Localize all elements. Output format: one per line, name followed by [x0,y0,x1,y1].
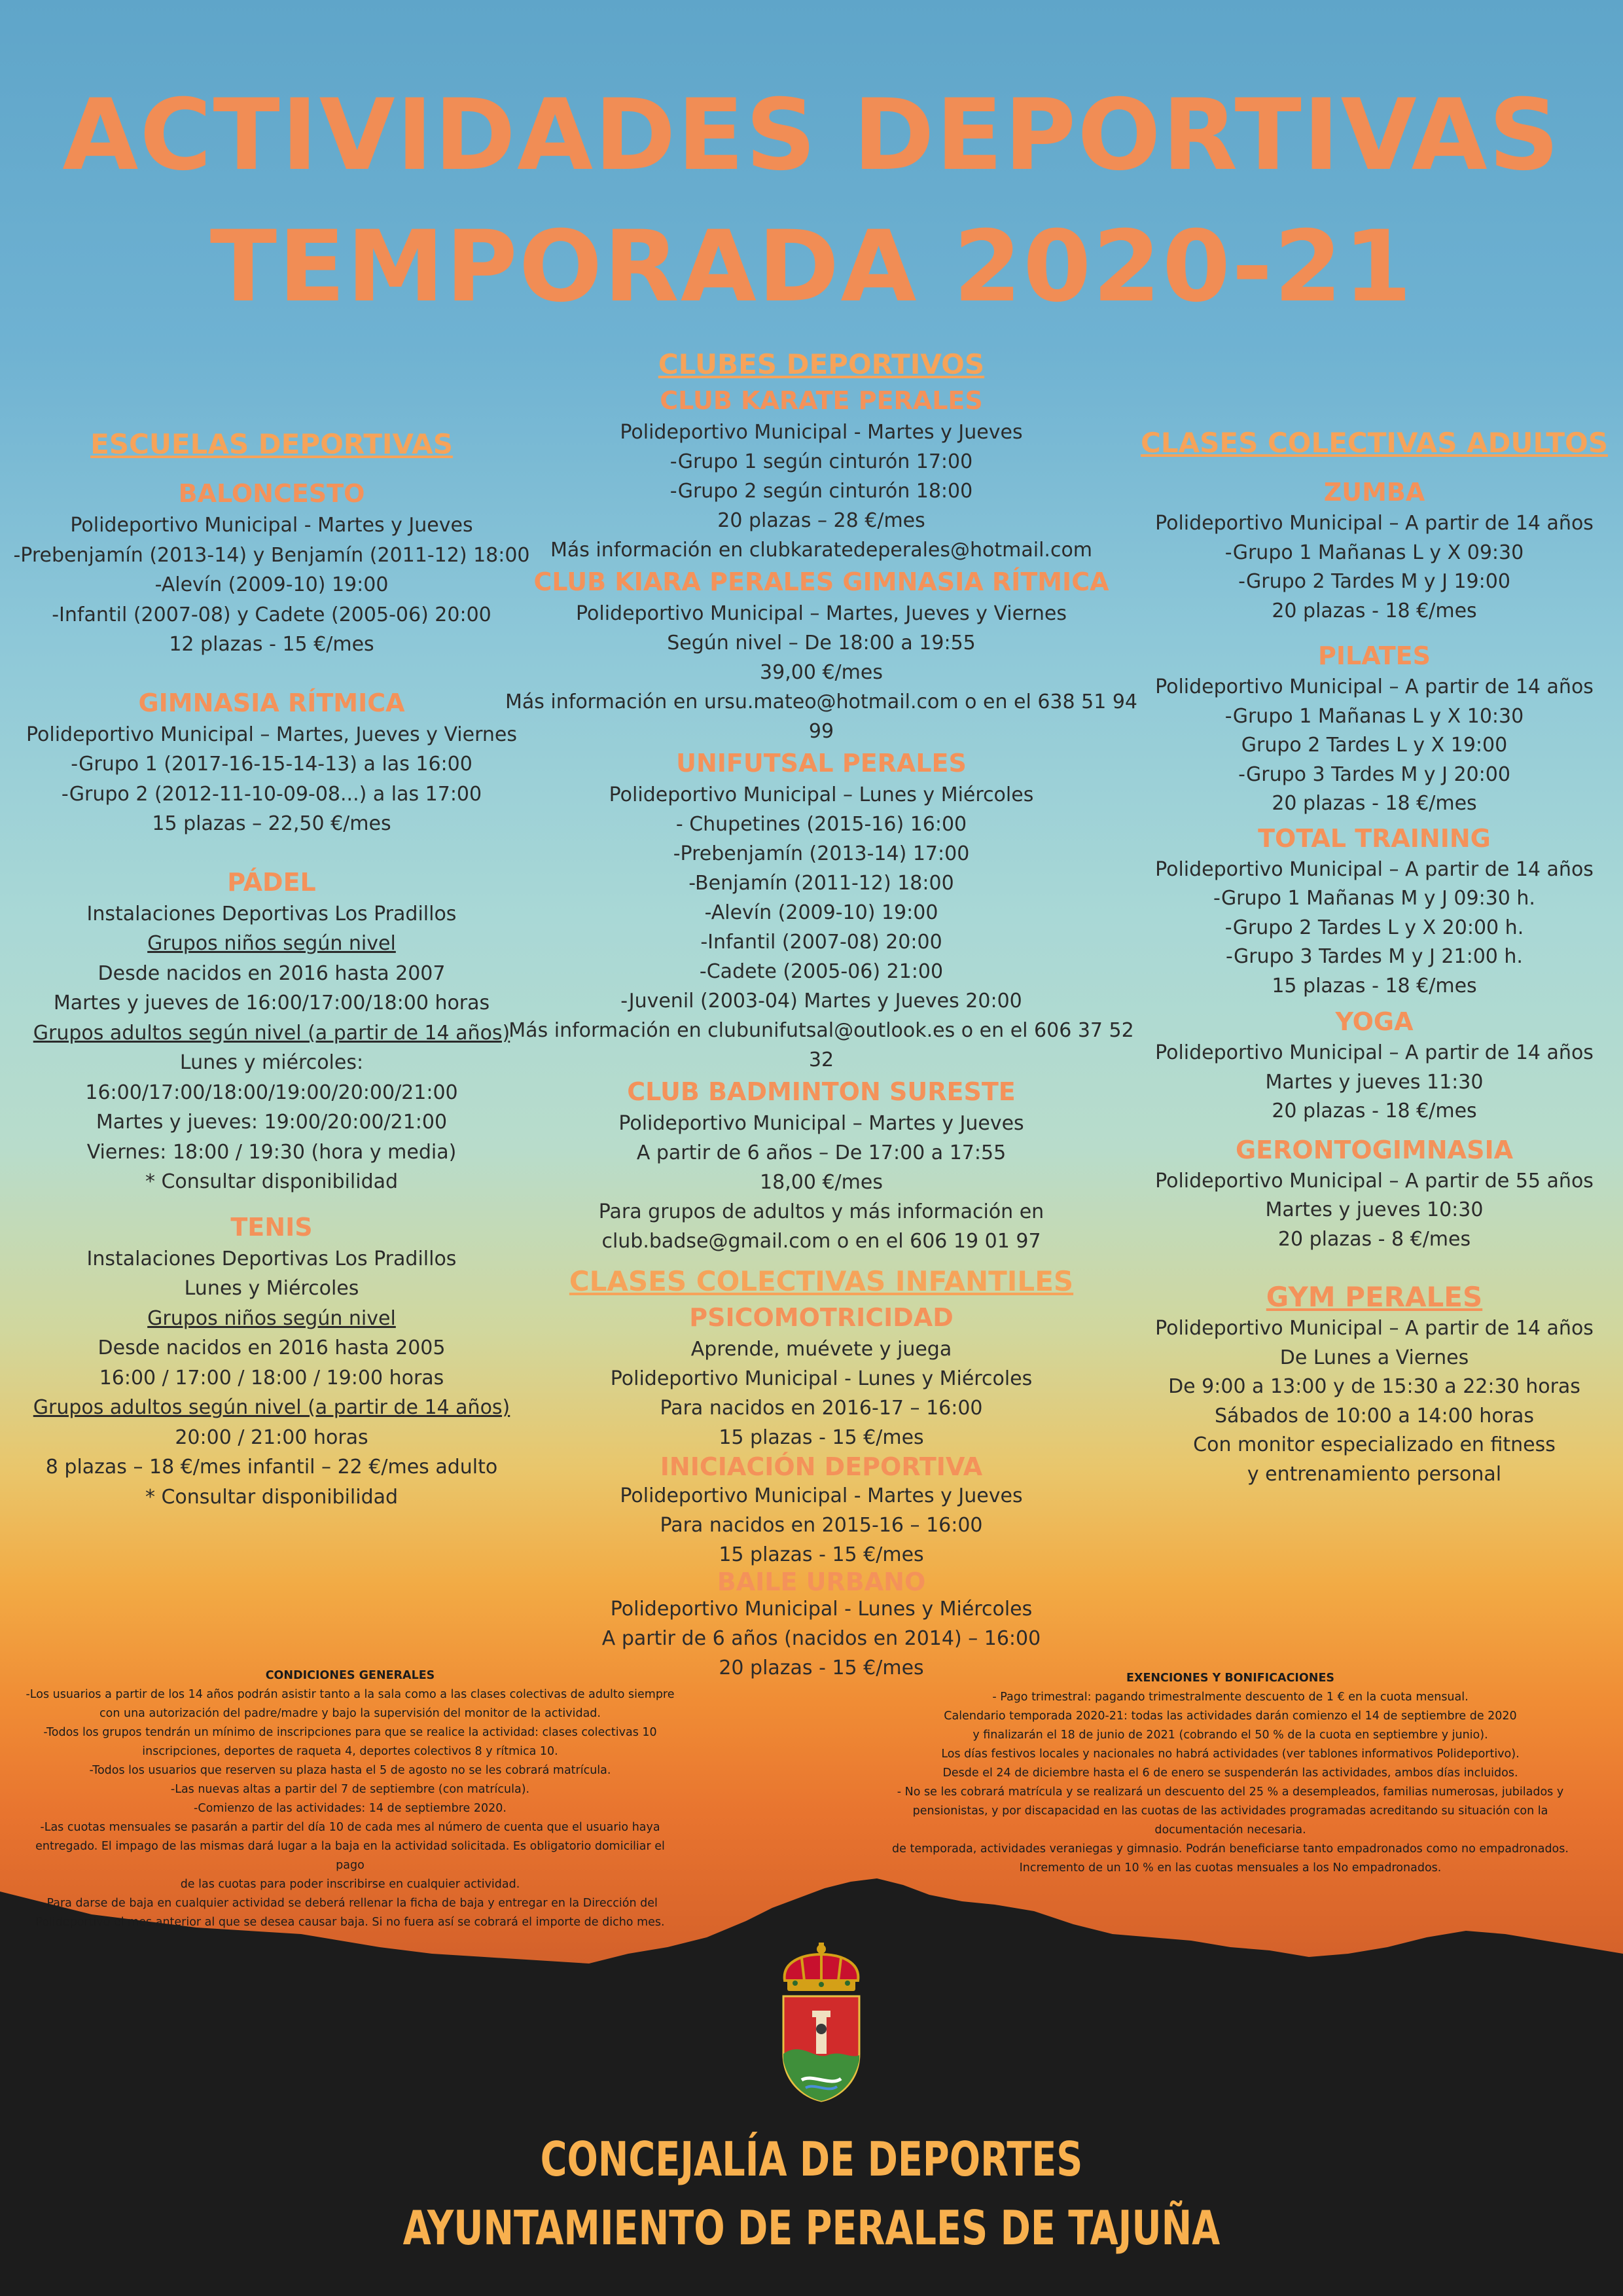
tenis-title: TENIS [230,1212,313,1242]
zumba-title: ZUMBA [1323,478,1425,507]
karate-line: Polideportivo Municipal - Martes y Jueves [620,421,1023,444]
infantiles-heading: CLASES COLECTIVAS INFANTILES [569,1265,1074,1297]
escuelas-column [0,425,543,1512]
condiciones-block [20,1666,681,1932]
gimnasia-line: -Grupo 1 (2017-16-15-14-13) a las 16:00 [71,753,473,776]
total-training-line: -Grupo 3 Tardes M y J 21:00 h. [1226,945,1523,968]
tenis-line: Grupos adultos según nivel (a partir de 14 años) [33,1396,510,1419]
condiciones-line: -Las cuotas mensuales se pasarán a partir del día 10 de cada mes al número de cuenta que el usuario haya [40,1821,660,1834]
padel-line: Instalaciones Deportivas Los Pradillos [86,902,457,925]
exenciones-line: de temporada, actividades veraniegas y gimnasio. Podrán beneficiarse tanto empadronados como no empadronados. [892,1842,1569,1856]
zumba-line: Polideportivo Municipal – A partir de 14 años [1155,512,1594,535]
main-title-line1: ACTIVIDADES DEPORTIVAS [62,79,1561,192]
exenciones-line: y finalizarán el 18 de junio de 2021 (cobrando el 50 % de la cuota en septiembre y junio). [972,1729,1488,1742]
badminton-line: Para grupos de adultos y más información en [598,1200,1044,1223]
condiciones-line: -Los usuarios a partir de los 14 años podrán asistir tanto a la sala como a las clases colectivas de adulto siempre [26,1688,675,1701]
kiara-title: CLUB KIARA PERALES GIMNASIA RÍTMICA [533,567,1109,596]
exenciones-block [877,1669,1584,1878]
gimnasia-line: Polideportivo Municipal – Martes, Jueves y Viernes [26,723,517,746]
tenis-line: 20:00 / 21:00 horas [175,1426,368,1449]
unifutsal-title: UNIFUTSAL PERALES [676,749,967,778]
iniciacion-line: Polideportivo Municipal - Martes y Jueves [620,1484,1023,1507]
condiciones-line: inscripciones, deportes de raqueta 4, deportes colectivos 8 y rítmica 10. [142,1745,558,1758]
psico-line: Para nacidos en 2016-17 – 16:00 [660,1397,983,1420]
clubes-column [497,346,1145,1683]
unifutsal-line: -Alevín (2009-10) 19:00 [704,901,938,924]
condiciones-line: -Todos los grupos tendrán un mínimo de inscripciones para que se realice la actividad: clases colectivas 10 [43,1726,657,1739]
exenciones-line: - No se les cobrará matrícula y se realizará un descuento del 25 % a desempleados, familias numerosas, jubilados y [897,1785,1564,1799]
exenciones-line: Incremento de un 10 % en las cuotas mensuales a los No empadronados. [1019,1861,1442,1874]
psico-title: PSICOMOTRICIDAD [689,1303,954,1332]
padel-line: Martes y jueves de 16:00/17:00/18:00 horas [53,992,490,1014]
total-training-line: 15 plazas - 18 €/mes [1272,974,1477,997]
yoga-title: YOGA [1335,1007,1414,1036]
baloncesto-line: -Prebenjamín (2013-14) y Benjamín (2011-12) 18:00 [13,543,530,567]
unifutsal-line: Polideportivo Municipal – Lunes y Miércoles [609,783,1034,806]
karate-title: CLUB KARATE PERALES [660,386,983,415]
psico-line: Aprende, muévete y juega [690,1338,952,1361]
pilates-line: Polideportivo Municipal – A partir de 14 años [1155,675,1594,698]
padel-line: Viernes: 18:00 / 19:30 (hora y media) [86,1140,457,1164]
gerontogimnasia-title: GERONTOGIMNASIA [1235,1135,1513,1164]
exenciones-line: - Pago trimestral: pagando trimestralmente descuento de 1 € en la cuota mensual. [992,1691,1469,1704]
gimnasia-line: 15 plazas – 22,50 €/mes [152,812,391,835]
zumba-line: -Grupo 2 Tardes M y J 19:00 [1238,570,1510,593]
yoga-line: Martes y jueves 11:30 [1265,1070,1484,1094]
kiara-line: Más información en ursu.mateo@hotmail.com o en el 638 51 94 99 [505,691,1138,743]
iniciacion-line: 15 plazas - 15 €/mes [719,1543,924,1566]
padel-title: PÁDEL [227,867,316,897]
condiciones-heading: CONDICIONES GENERALES [265,1669,435,1682]
padel-line: * Consultar disponibilidad [145,1170,399,1193]
psico-line: 15 plazas - 15 €/mes [719,1426,924,1449]
unifutsal-line: Más información en clubunifutsal@outlook.es o en el 606 37 52 32 [508,1019,1134,1071]
baile-line: A partir de 6 años (nacidos en 2014) – 16:00 [601,1627,1041,1650]
tenis-line: 16:00 / 17:00 / 18:00 / 19:00 horas [99,1366,444,1390]
exenciones-line: Calendario temporada 2020-21: todas las actividades darán comienzo el 14 de septiembre de 2020 [944,1710,1517,1723]
padel-line: Grupos niños según nivel [147,932,396,955]
tenis-line: Instalaciones Deportivas Los Pradillos [86,1247,457,1270]
clubes-heading: CLUBES DEPORTIVOS [658,348,985,380]
condiciones-line: -Todos los usuarios que reserven su plaza hasta el 5 de agosto no se les cobrará matrícula. [89,1764,611,1777]
badminton-line: 18,00 €/mes [760,1171,883,1194]
baile-title: BAILE URBANO [717,1568,926,1596]
padel-line: Grupos adultos según nivel (a partir de 14 años) [33,1021,510,1045]
tenis-line: 8 plazas – 18 €/mes infantil – 22 €/mes adulto [45,1456,498,1479]
pilates-line: -Grupo 1 Mañanas L y X 10:30 [1224,704,1524,728]
baloncesto-line: -Alevín (2009-10) 19:00 [154,573,389,596]
gym-line: De Lunes a Viernes [1279,1346,1469,1369]
total-training-title: TOTAL TRAINING [1258,823,1491,853]
baloncesto-line: -Infantil (2007-08) y Cadete (2005-06) 20:00 [52,603,491,626]
zumba-line: 20 plazas - 18 €/mes [1272,599,1477,622]
baloncesto-line: Polideportivo Municipal - Martes y Jueves [70,514,473,537]
gimnasia-title: GIMNASIA RÍTMICA [138,688,405,717]
main-title-line2: TEMPORADA 2020-21 [209,210,1414,324]
karate-line: -Grupo 1 según cinturón 17:00 [669,450,973,473]
condiciones-line: -Para darse de baja en cualquier actividad se deberá rellenar la ficha de baja y entregar en la Dirección del [43,1897,658,1910]
baloncesto-title: BALONCESTO [178,479,365,508]
gym-line: De 9:00 a 13:00 y de 15:30 a 22:30 horas [1168,1375,1580,1398]
kiara-line: 39,00 €/mes [760,661,883,684]
badminton-title: CLUB BADMINTON SURESTE [627,1077,1016,1106]
condiciones-line: -Comienzo de las actividades: 14 de septiembre 2020. [194,1802,507,1815]
padel-line: Lunes y miércoles: 16:00/17:00/18:00/19:00/20:00/21:00 [85,1051,458,1104]
psico-line: Polideportivo Municipal - Lunes y Miércoles [610,1367,1033,1390]
unifutsal-line: -Cadete (2005-06) 21:00 [699,960,944,983]
pilates-title: PILATES [1318,641,1431,670]
tenis-line: Desde nacidos en 2016 hasta 2005 [98,1336,446,1359]
unifutsal-line: - Chupetines (2015-16) 16:00 [675,813,967,836]
gerontogimnasia-line: Polideportivo Municipal – A partir de 55 años [1155,1169,1594,1193]
exenciones-line: pensionistas, y por discapacidad en las cuotas de las actividades programadas acreditando su situación con la [912,1804,1548,1818]
gerontogimnasia-line: Martes y jueves 10:30 [1265,1198,1484,1221]
unifutsal-line: -Prebenjamín (2013-14) 17:00 [673,842,970,865]
yoga-line: Polideportivo Municipal – A partir de 14 años [1155,1041,1594,1064]
padel-line: Desde nacidos en 2016 hasta 2007 [98,961,446,985]
unifutsal-line: -Benjamín (2011-12) 18:00 [688,872,954,895]
escuelas-heading: ESCUELAS DEPORTIVAS [90,428,453,460]
baloncesto-line: 12 plazas - 15 €/mes [169,633,374,656]
tenis-line: Grupos niños según nivel [147,1306,396,1330]
baile-line: Polideportivo Municipal - Lunes y Miércoles [610,1598,1033,1621]
iniciacion-title: INICIACIÓN DEPORTIVA [660,1452,983,1481]
padel-line: Martes y jueves: 19:00/20:00/21:00 [96,1111,448,1134]
adultos-column [1126,424,1623,1489]
pilates-line: 20 plazas - 18 €/mes [1272,792,1477,815]
pilates-line: -Grupo 3 Tardes M y J 20:00 [1238,762,1510,786]
gym-line: Sábados de 10:00 a 14:00 horas [1214,1404,1535,1427]
exenciones-heading: EXENCIONES Y BONIFICACIONES [1126,1672,1334,1685]
karate-line: Más información en clubkaratedeperales@hotmail.com [550,539,1093,562]
coat-of-arms-icon [776,1943,867,2104]
yoga-line: 20 plazas - 18 €/mes [1272,1100,1477,1122]
adultos-heading: CLASES COLECTIVAS ADULTOS [1141,427,1608,459]
condiciones-line: entregado. El impago de las mismas dará lugar a la baja en la actividad solicitada. Es obligatorio domiciliar el pago [35,1840,665,1872]
condiciones-line: de las cuotas para poder inscribirse en cualquier actividad. [180,1878,520,1891]
zumba-line: -Grupo 1 Mañanas L y X 09:30 [1224,541,1524,564]
badminton-line: club.badse@gmail.com o en el 606 19 01 97 [601,1230,1041,1253]
pilates-line: Grupo 2 Tardes L y X 19:00 [1241,734,1508,757]
kiara-line: Polideportivo Municipal – Martes, Jueves y Viernes [576,602,1067,625]
exenciones-line: documentación necesaria. [1154,1823,1306,1837]
unifutsal-line: -Infantil (2007-08) 20:00 [700,931,942,954]
condiciones-line: -Las nuevas altas a partir del 7 de septiembre (con matrícula). [170,1783,530,1796]
kiara-line: Según nivel – De 18:00 a 19:55 [667,632,976,655]
footer-line2: AYUNTAMIENTO DE PERALES DE TAJUÑA [402,2200,1221,2255]
unifutsal-line: -Juvenil (2003-04) Martes y Jueves 20:00 [620,990,1022,1013]
gerontogimnasia-line: 20 plazas - 8 €/mes [1277,1227,1471,1251]
footer-line1: CONCEJALÍA DE DEPORTES [540,2132,1083,2187]
badminton-line: Polideportivo Municipal – Martes y Jueves [618,1112,1024,1135]
total-training-line: -Grupo 1 Mañanas M y J 09:30 h. [1213,887,1535,910]
exenciones-line: Desde el 24 de diciembre hasta el 6 de enero se suspenderán las actividades, ambos días incluidos. [942,1767,1518,1780]
total-training-line: Polideportivo Municipal – A partir de 14 años [1155,857,1594,881]
gimnasia-line: -Grupo 2 (2012-11-10-09-08...) a las 17:00 [61,782,482,806]
gym-line: Con monitor especializado en fitness [1193,1433,1556,1456]
karate-line: -Grupo 2 según cinturón 18:00 [669,480,973,503]
tenis-line: * Consultar disponibilidad [145,1485,399,1509]
baile-line: 20 plazas - 15 €/mes [719,1657,924,1679]
badminton-line: A partir de 6 años – De 17:00 a 17:55 [636,1141,1007,1164]
tenis-line: Lunes y Miércoles [184,1277,359,1300]
exenciones-line: Los días festivos locales y nacionales no habrá actividades (ver tablones informativos Polideportivo). [941,1748,1520,1761]
total-training-line: -Grupo 2 Tardes L y X 20:00 h. [1224,916,1524,939]
condiciones-line: Polideportivo el mes anterior al que se desea causar baja. Si no fuera así se cobrará el importe de dicho mes. [35,1916,665,1929]
gym-line: y entrenamiento personal [1247,1462,1502,1486]
gym-line: Polideportivo Municipal – A partir de 14 años [1155,1317,1594,1340]
condiciones-line: con una autorización del padre/madre y bajo la supervisión del monitor de la actividad. [99,1707,601,1720]
iniciacion-line: Para nacidos en 2015-16 – 16:00 [660,1514,983,1537]
gym-title: GYM PERALES [1266,1281,1483,1313]
karate-line: 20 plazas – 28 €/mes [717,509,925,532]
